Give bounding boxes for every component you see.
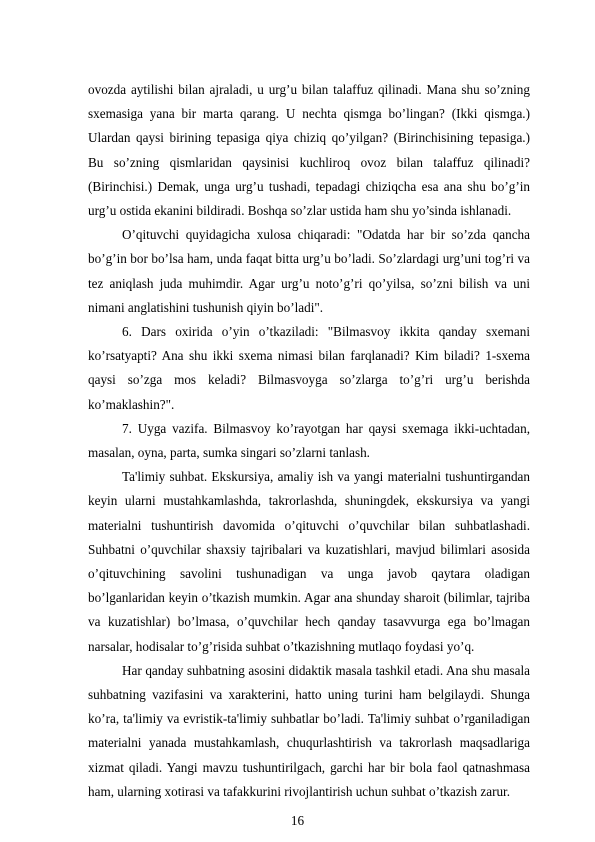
paragraph: Har qanday suhbatning asosini didaktik masala tashkil etadi. Ana shu masala suhbatning vazifasini va xarakterini, hatto uning turini ham belgilaydi. Shunga ko’ra, ta'limiy va evristik-ta'limiy suhbatlar bo’ladi. Ta'limiy suhbat o’rganiladigan materialni yanada mustahkamlash, chuqurlashtirish va takrorlash maqsadlariga xizmat qiladi. Yangi mavzu tushuntirilgach, garchi har bir bola faol qatnashmasa ham, ularning xotirasi va tafakkurini rivojlantirish uchun suhbat o’tkazish zarur.	[88, 662, 530, 799]
paragraph: ovozda aytilishi bilan ajraladi, u urg’u bilan talaffuz qilinadi. Mana shu so’zning sxemasiga yana bir marta qarang. U nechta qismga bo’lingan? (Ikki qismga.) Ulardan qaysi birining tepasiga qiya chiziq qo’yilgan? (Birinchisining tepasiga.) Bu so’zning qismlaridan qaysinisi kuchliroq ovoz bilan talaffuz qilinadi? (Birinchisi.) Demak, unga urg’u tushadi, tepadagi chiziqcha esa ana shu bo’g’in urg’u ostida ekanini bildiradi. Boshqa so’zlar ustida ham shu yo’sinda ishlanadi.	[88, 82, 530, 219]
paragraph: O’qituvchi quyidagicha xulosa chiqaradi: "Odatda har bir so’zda qancha bo’g’in bor bo’lsa ham, unda faqat bitta urg’u bo’ladi. So’zlardagi urg’uni tog’ri va tez aniqlash juda muhimdir. Agar urg’u noto’g’ri qo’yilsa, so’zni bilish va uni nimani anglatishini tushunish qiyin bo’ladi".	[88, 227, 530, 315]
paragraph: Ta'limiy suhbat. Ekskursiya, amaliy ish va yangi materialni tushuntirgandan keyin ularni mustahkamlashda, takrorlashda, shuningdek, ekskursiya va yangi materialni tushuntirish davomida o’qituvchi o’quvchilar bilan suhbatlashadi. Suhbatni o’quvchilar shaxsiy tajribalari va kuzatishlari, mavjud bilimlari asosida o’qituvchining savolini tushunadigan va unga javob qaytara oladigan bo’lganlaridan keyin o’tkazish mumkin. Agar ana shunday sharoit (bilimlar, tajriba va kuzatishlar) bo’lmasa, o’quvchilar hech qanday tasavvurga ega bo’lmagan narsalar, hodisalar to’g’risida suhbat o’tkazishning mutlaqo foydasi yo’q.	[88, 469, 530, 654]
paragraph: 7. Uyga vazifa. Bilmasvoy ko’rayotgan har qaysi sxemaga ikki-uchtadan, masalan, oyna, parta, sumka singari so’zlarni tanlash.	[88, 420, 530, 461]
paragraph: 6. Dars oxirida o’yin o’tkaziladi: "Bilmasvoy ikkita qanday sxemani ko’rsatyapti? Ana shu ikki sxema nimasi bilan farqlanadi? Kim biladi? 1-sxema qaysi so’zga mos keladi? Bilmasvoyga so’zlarga to’g’ri urg’u berishda ko’maklashin?".	[88, 324, 530, 412]
page-body	[88, 78, 530, 804]
page-number: 16	[290, 813, 305, 828]
